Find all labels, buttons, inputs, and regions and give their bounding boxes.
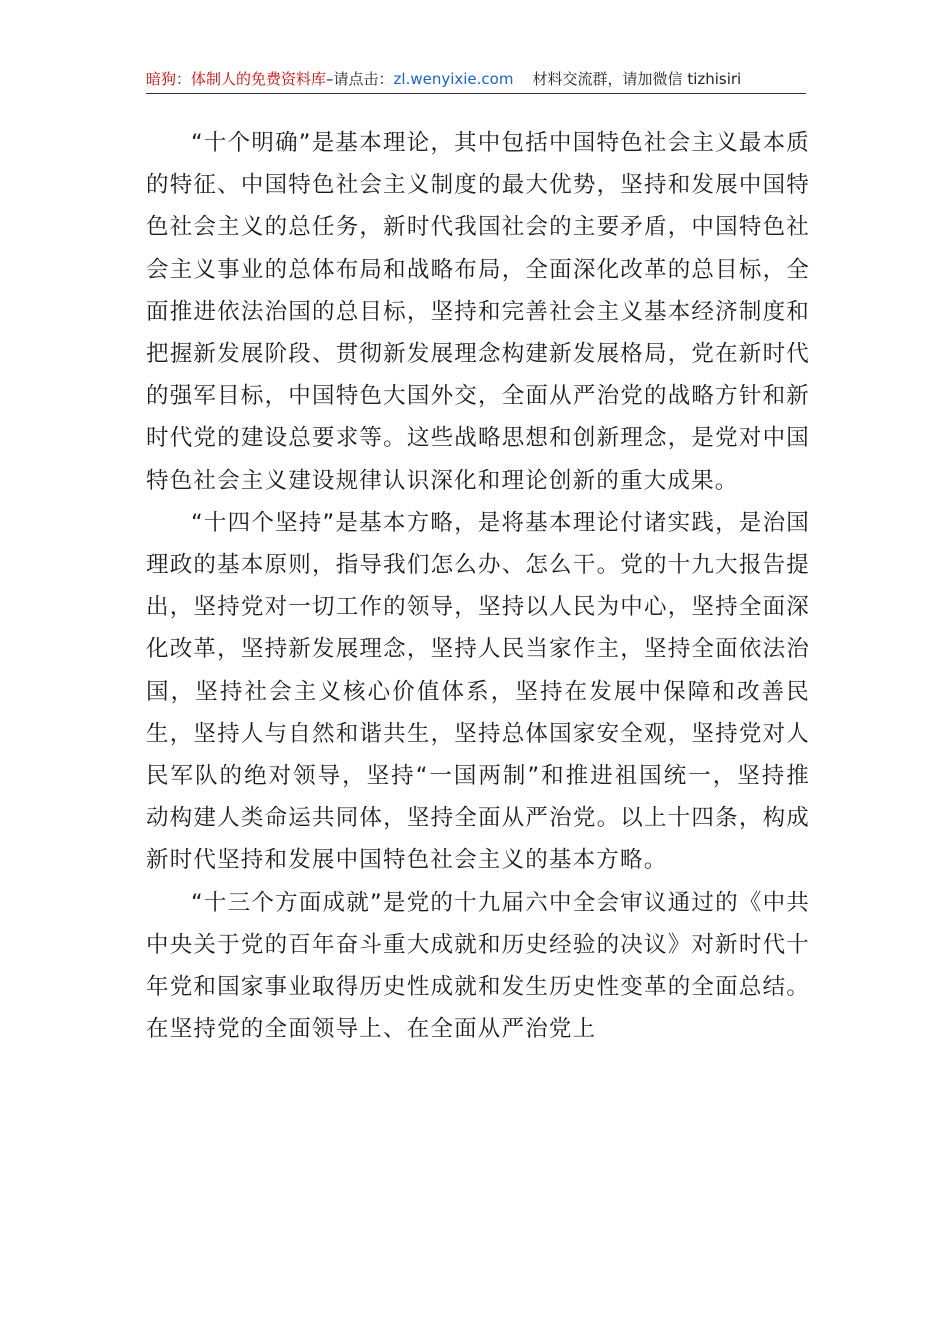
header-site-name: 暗狗：体制人的免费资料库 <box>146 70 327 88</box>
header-divider <box>146 93 806 94</box>
paragraph-thirteen-achievements: “十三个方面成就”是党的十九届六中全会审议通过的《中共中央关于党的百年奋斗重大成就和历史经验的决议》对新时代十年党和国家事业取得历史性成就和发生历史性变革的全面总结。在坚持党的全面领导上、在全面从严治党上 <box>146 889 810 1043</box>
paragraph-ten-clarifications: “十个明确”是基本理论，其中包括中国特色社会主义最本质的特征、中国特色社会主义制度的最大优势，坚持和发展中国特色社会主义的总任务，新时代我国社会的主要矛盾，中国特色社会主义事业的总体布局和战略布局，全面深化改革的总目标，全面推进依法治国的总目标，坚持和完善社会主义基本经济制度和把握新发展阶段、贯彻新发展理念构建新发展格局，党在新时代的强军目标，中国特色大国外交，全面从严治党的战略方针和新时代党的建设总要求等。这些战略思想和创新理念，是党对中国特色社会主义建设规律认识深化和理论创新的重大成果。 <box>146 130 810 494</box>
header-click-prompt: –请点击： <box>326 70 394 88</box>
header-group-note: 材料交流群，请加微信 tizhisiri <box>532 70 742 88</box>
header-url-link[interactable]: zl.wenyixie.com <box>393 70 514 88</box>
document-body <box>146 122 810 1050</box>
paragraph-fourteen-adherences: “十四个坚持”是基本方略，是将基本理论付诸实践，是治国理政的基本原则，指导我们怎么办、怎么干。党的十九大报告提出，坚持党对一切工作的领导，坚持以人民为中心，坚持全面深化改革，坚持新发展理念，坚持人民当家作主，坚持全面依法治国，坚持社会主义核心价值体系，坚持在发展中保障和改善民生，坚持人与自然和谐共生，坚持总体国家安全观，坚持党对人民军队的绝对领导，坚持“一国两制”和推进祖国统一，坚持推动构建人类命运共同体，坚持全面从严治党。以上十四条，构成新时代坚持和发展中国特色社会主义的基本方略。 <box>146 509 810 874</box>
page-header <box>146 66 806 92</box>
